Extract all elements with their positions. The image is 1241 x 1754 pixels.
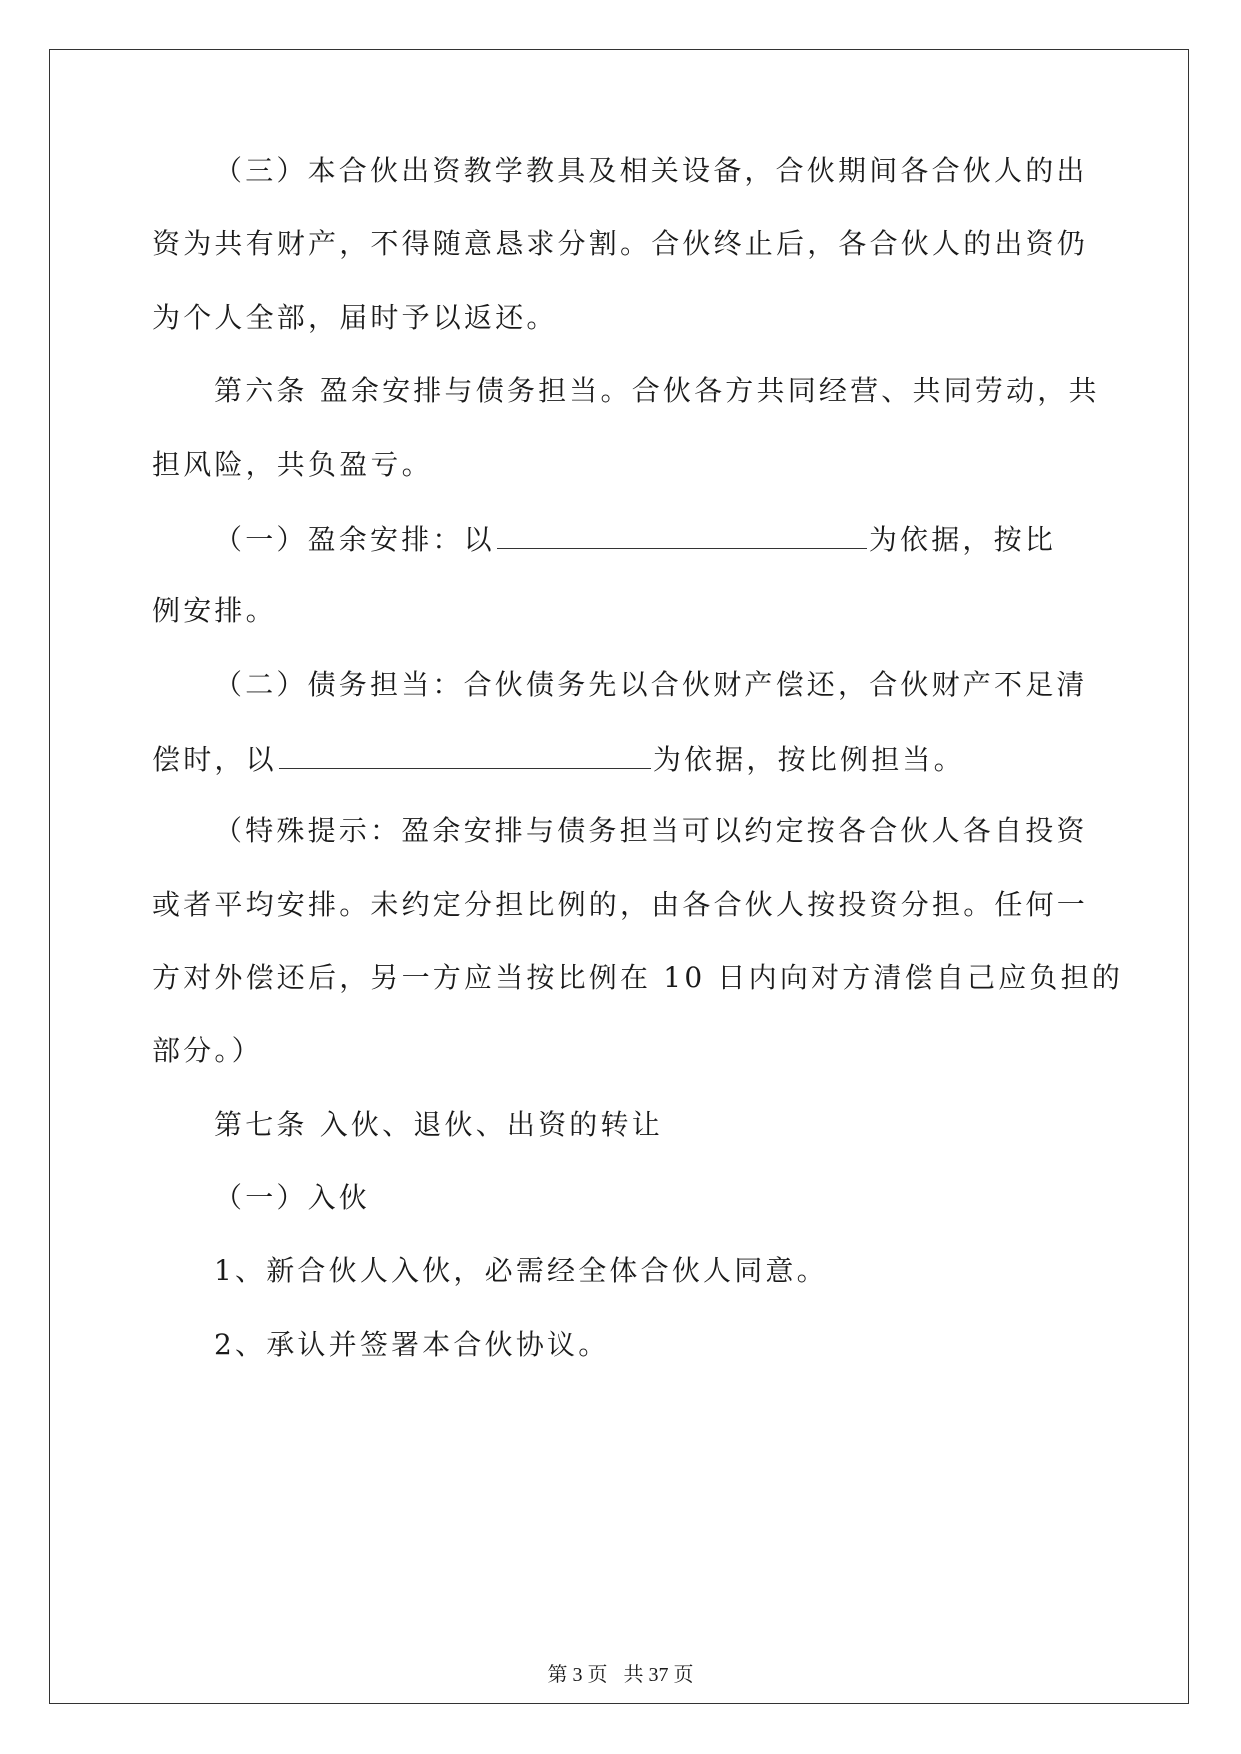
debt-clause-cont bbox=[152, 738, 965, 780]
note-line: 或者平均安排。未约定分担比例的，由各合伙人按投资分担。任何一 bbox=[152, 888, 1089, 921]
page-number: 第 3 页 bbox=[547, 1664, 608, 1686]
debt-clause-before: 偿时，以 bbox=[152, 743, 277, 776]
paragraph-line: （三）本合伙出资教学教具及相关设备，合伙期间各合伙人的出 bbox=[214, 154, 1088, 187]
paragraph-line: 资为共有财产，不得随意恳求分割。合伙终止后，各合伙人的出资仍 bbox=[152, 227, 1089, 260]
page-total: 共 37 页 bbox=[623, 1664, 694, 1686]
article-7-heading: 第七条 入伙、退伙、出资的转让 bbox=[214, 1108, 663, 1141]
list-item: 2、承认并签署本合伙协议。 bbox=[214, 1328, 610, 1361]
paragraph-line: 为个人全部，届时予以返还。 bbox=[152, 301, 558, 334]
debt-clause-after: 为依据，按比例担当。 bbox=[652, 743, 965, 776]
profit-clause-after: 为依据，按比 bbox=[868, 523, 1057, 556]
debt-basis-blank[interactable] bbox=[279, 738, 651, 769]
profit-basis-blank[interactable] bbox=[497, 518, 867, 549]
subsection-heading: （一）入伙 bbox=[214, 1181, 371, 1214]
page-footer bbox=[0, 1658, 1241, 1687]
note-line: 部分。） bbox=[152, 1034, 263, 1067]
debt-clause: （二）债务担当：合伙债务先以合伙财产偿还，合伙财产不足清 bbox=[214, 668, 1088, 701]
note-line: 方对外偿还后，另一方应当按比例在 10 日内向对方清偿自己应负担的 bbox=[152, 961, 1124, 994]
profit-clause-before: （一）盈余安排：以 bbox=[214, 523, 495, 556]
article-6-heading: 第六条 盈余安排与债务担当。合伙各方共同经营、共同劳动，共 bbox=[214, 374, 1100, 407]
list-item: 1、新合伙人入伙，必需经全体合伙人同意。 bbox=[214, 1254, 828, 1287]
profit-clause bbox=[214, 518, 1056, 560]
paragraph-line: 担风险，共负盈亏。 bbox=[152, 448, 433, 481]
paragraph-line: 例安排。 bbox=[152, 594, 277, 627]
note-line: （特殊提示：盈余安排与债务担当可以约定按各合伙人各自投资 bbox=[214, 814, 1088, 847]
